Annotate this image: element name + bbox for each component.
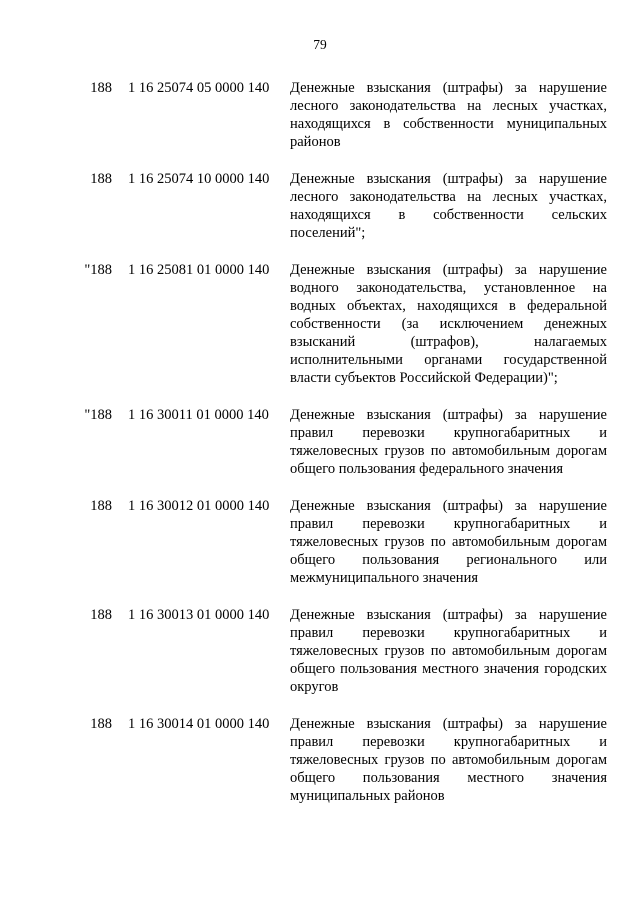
revenue-description: Денежные взыскания (штрафы) за нарушение лесного законодательства на лесных участках, находящихся в собственности сельских поселений"; [290,171,607,241]
table-row [0,170,640,242]
table-row [0,606,640,696]
table-row [0,715,640,805]
administrator-code: 188 [90,171,112,187]
administrator-code: 188 [90,498,112,514]
table-row [0,497,640,587]
revenue-description: Денежные взыскания (штрафы) за нарушение лесного законодательства на лесных участках, находящихся в собственности муниципальных районов [290,80,607,150]
revenue-description: Денежные взыскания (штрафы) за нарушение правил перевозки крупногабаритных и тяжеловесных грузов по автомобильным дорогам общего пользования федерального значения [290,407,607,477]
administrator-code: 188 [90,607,112,623]
page-number: 79 [313,37,327,52]
budget-code-table [0,79,640,824]
revenue-description: Денежные взыскания (штрафы) за нарушение водного законодательства, установленное на водных объектах, находящихся в федеральной собственности (за исключением денежных взысканий (штрафов), налагаемых исполнительными органами государственной власти субъектов Российской Федерации)"; [290,262,607,386]
table-row [0,261,640,387]
budget-classification-code: 1 16 30014 01 0000 140 [128,716,270,732]
budget-classification-code: 1 16 30011 01 0000 140 [128,407,269,423]
administrator-code: 188 [90,80,112,96]
administrator-code: 188 [90,716,112,732]
administrator-code: "188 [84,262,112,278]
budget-classification-code: 1 16 30012 01 0000 140 [128,498,270,514]
table-row [0,406,640,478]
budget-classification-code: 1 16 25074 05 0000 140 [128,80,270,96]
revenue-description: Денежные взыскания (штрафы) за нарушение правил перевозки крупногабаритных и тяжеловесных грузов по автомобильным дорогам общего пользования регионального или межмуниципального значения [290,498,607,586]
budget-classification-code: 1 16 25074 10 0000 140 [128,171,270,187]
administrator-code: "188 [84,407,112,423]
budget-classification-code: 1 16 30013 01 0000 140 [128,607,270,623]
table-row [0,79,640,151]
budget-classification-code: 1 16 25081 01 0000 140 [128,262,270,278]
revenue-description: Денежные взыскания (штрафы) за нарушение правил перевозки крупногабаритных и тяжеловесных грузов по автомобильным дорогам общего пользования местного значения муниципальных районов [290,716,607,804]
revenue-description: Денежные взыскания (штрафы) за нарушение правил перевозки крупногабаритных и тяжеловесных грузов по автомобильным дорогам общего пользования местного значения городских округов [290,607,607,695]
